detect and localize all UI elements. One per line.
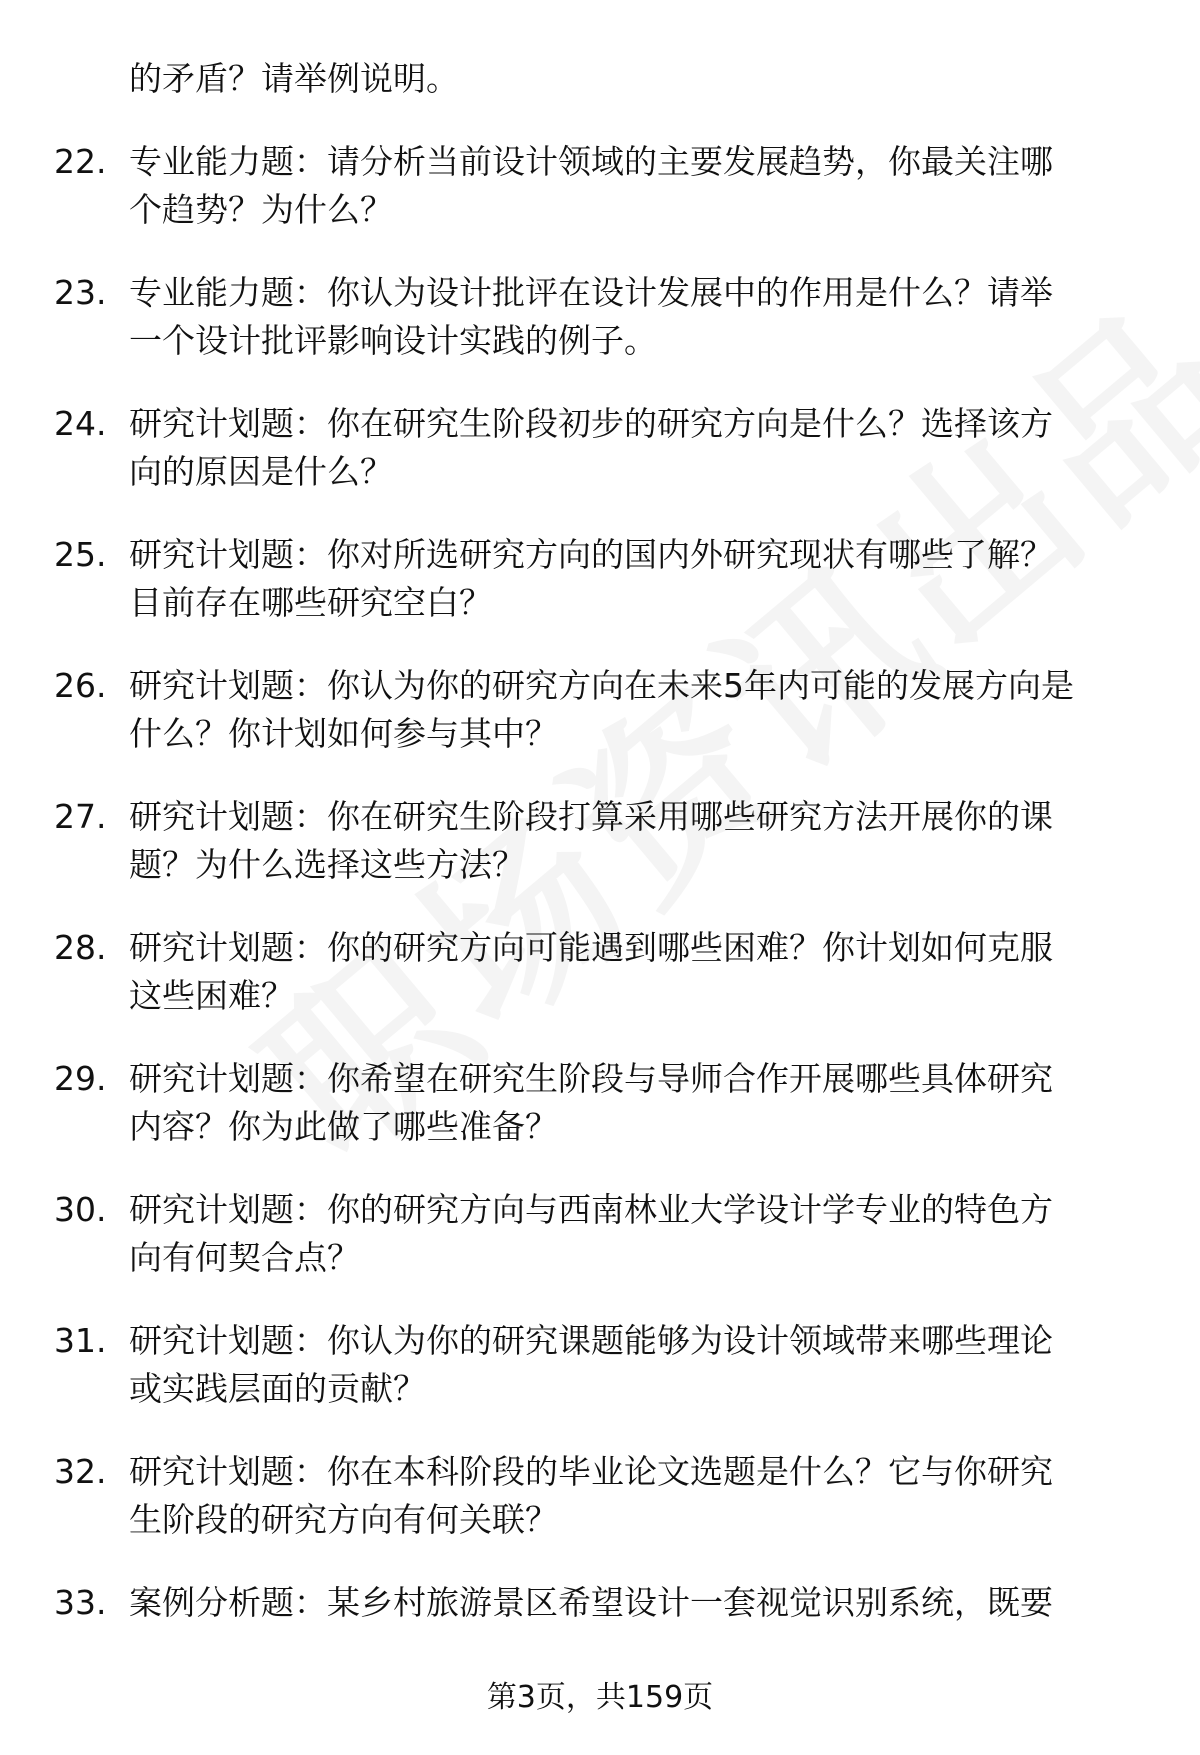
list-item — [0, 1055, 1200, 1151]
item-line: 研究计划题：你在研究生阶段初步的研究方向是什么？选择该方 — [129, 404, 1053, 443]
item-text — [129, 793, 1169, 889]
item-text — [129, 1317, 1169, 1413]
item-line: 案例分析题：某乡村旅游景区希望设计一套视觉识别系统，既要 — [129, 1583, 1053, 1622]
item-number: 23. — [54, 273, 107, 312]
item-text — [129, 662, 1169, 758]
item-number: 24. — [54, 404, 107, 443]
list-item — [0, 531, 1200, 627]
question-list — [0, 55, 1200, 1627]
list-item — [0, 400, 1200, 496]
item-number: 28. — [54, 928, 107, 967]
item-line: 内容？你为此做了哪些准备？ — [129, 1107, 558, 1146]
list-item — [0, 924, 1200, 1020]
item-line: 向有何契合点？ — [129, 1238, 360, 1277]
item-line: 研究计划题：你认为你的研究课题能够为设计领域带来哪些理论 — [129, 1321, 1053, 1360]
item-line: 或实践层面的贡献？ — [129, 1369, 426, 1408]
list-item — [0, 1317, 1200, 1413]
item-text — [129, 400, 1169, 496]
item-line: 研究计划题：你希望在研究生阶段与导师合作开展哪些具体研究 — [129, 1059, 1053, 1098]
continuation-text: 的矛盾？请举例说明。 — [129, 59, 459, 98]
item-line: 一个设计批评影响设计实践的例子。 — [129, 321, 657, 360]
page-footer: 第3页，共159页 — [486, 1680, 714, 1715]
item-line: 这些困难？ — [129, 976, 294, 1015]
item-text — [129, 1579, 1169, 1627]
item-line: 专业能力题：请分析当前设计领域的主要发展趋势，你最关注哪 — [129, 142, 1053, 181]
list-item — [0, 793, 1200, 889]
item-line: 研究计划题：你在本科阶段的毕业论文选题是什么？它与你研究 — [129, 1452, 1053, 1491]
item-number: 32. — [54, 1452, 107, 1491]
item-line: 研究计划题：你的研究方向可能遇到哪些困难？你计划如何克服 — [129, 928, 1053, 967]
item-number: 26. — [54, 666, 107, 705]
item-number: 33. — [54, 1583, 107, 1622]
list-item — [0, 662, 1200, 758]
item-line: 什么？你计划如何参与其中？ — [129, 714, 558, 753]
item-line: 研究计划题：你的研究方向与西南林业大学设计学专业的特色方 — [129, 1190, 1053, 1229]
item-line: 专业能力题：你认为设计批评在设计发展中的作用是什么？请举 — [129, 273, 1053, 312]
item-line: 研究计划题：你在研究生阶段打算采用哪些研究方法开展你的课 — [129, 797, 1053, 836]
item-line: 生阶段的研究方向有何关联？ — [129, 1500, 558, 1539]
item-number: 25. — [54, 535, 107, 574]
item-number: 22. — [54, 142, 107, 181]
item-text — [129, 531, 1169, 627]
item-line: 题？为什么选择这些方法？ — [129, 845, 525, 884]
list-item — [0, 1579, 1200, 1627]
item-line: 目前存在哪些研究空白？ — [129, 583, 492, 622]
item-number: 31. — [54, 1321, 107, 1360]
item-text — [129, 1055, 1169, 1151]
item-line: 个趋势？为什么？ — [129, 190, 393, 229]
item-text — [129, 138, 1169, 234]
item-text — [129, 1448, 1169, 1544]
item-text — [129, 924, 1169, 1020]
item-line: 研究计划题：你对所选研究方向的国内外研究现状有哪些了解？ — [129, 535, 1053, 574]
list-item — [0, 138, 1200, 234]
item-number: 27. — [54, 797, 107, 836]
list-item — [0, 1186, 1200, 1282]
list-item — [0, 1448, 1200, 1544]
list-item — [0, 269, 1200, 365]
item-number: 30. — [54, 1190, 107, 1229]
item-number: 29. — [54, 1059, 107, 1098]
item-text — [129, 269, 1169, 365]
item-text — [129, 1186, 1169, 1282]
item-line: 研究计划题：你认为你的研究方向在未来5年内可能的发展方向是 — [129, 666, 1074, 705]
item-line: 向的原因是什么？ — [129, 452, 393, 491]
